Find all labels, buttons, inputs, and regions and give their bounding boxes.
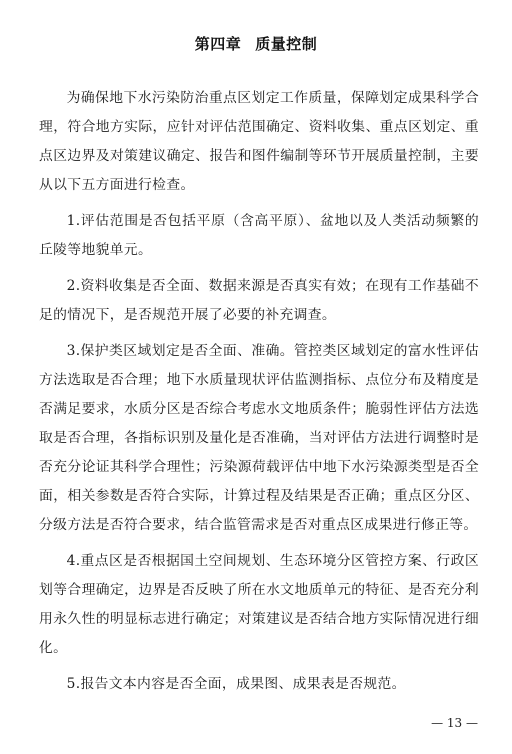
chapter-number: 第四章: [194, 35, 242, 53]
check-item-4: 4.重点区是否根据国土空间规划、生态环境分区管控方案、行政区划等合理确定，边界是否反映了所在水文地质单元的特征、是否充分利用永久性的明显标志进行确定；对策建议是否结合地方实际情况进行细化。: [39, 553, 479, 656]
check-item-2: 2.资料收集是否全面、数据来源是否真实有效；在现有工作基础不足的情况下，是否规范开展了必要的补充调查。: [39, 278, 479, 323]
check-item-5: 5.报告文本内容是否全面，成果图、成果表是否规范。: [66, 676, 406, 692]
check-item-1: 1.评估范围是否包括平原（含高平原）、盆地以及人类活动频繁的丘陵等地貌单元。: [39, 213, 479, 258]
check-item-3: 3.保护类区域划定是否全面、准确。管控类区域划定的富水性评估方法选取是否合理；地下水质量现状评估监测指标、点位分布及精度是否满足要求，水质分区是否综合考虑水文地质条件；脆弱性评估方法选取是否合理，各指标识别及量化是否准确，当对评估方法进行调整时是否充分论证其科学合理性；污染源荷载评估中地下水污染源类型是否全面，相关参数是否符合实际，计算过程及结果是否正确；重点区分区、分级方法是否符合要求，结合监管需求是否对重点区成果进行修正等。: [39, 343, 479, 533]
page-number: — 13 —: [431, 716, 478, 730]
chapter-title: 质量控制: [255, 35, 318, 53]
chapter-heading: [0, 33, 512, 54]
intro-paragraph: 为确保地下水污染防治重点区划定工作质量，保障划定成果科学合理，符合地方实际，应针对评估范围确定、资料收集、重点区划定、重点区边界及对策建议确定、报告和图件编制等环节开展质量控制，主要从以下五方面进行检查。: [39, 90, 479, 193]
chapter-body: [39, 84, 479, 706]
